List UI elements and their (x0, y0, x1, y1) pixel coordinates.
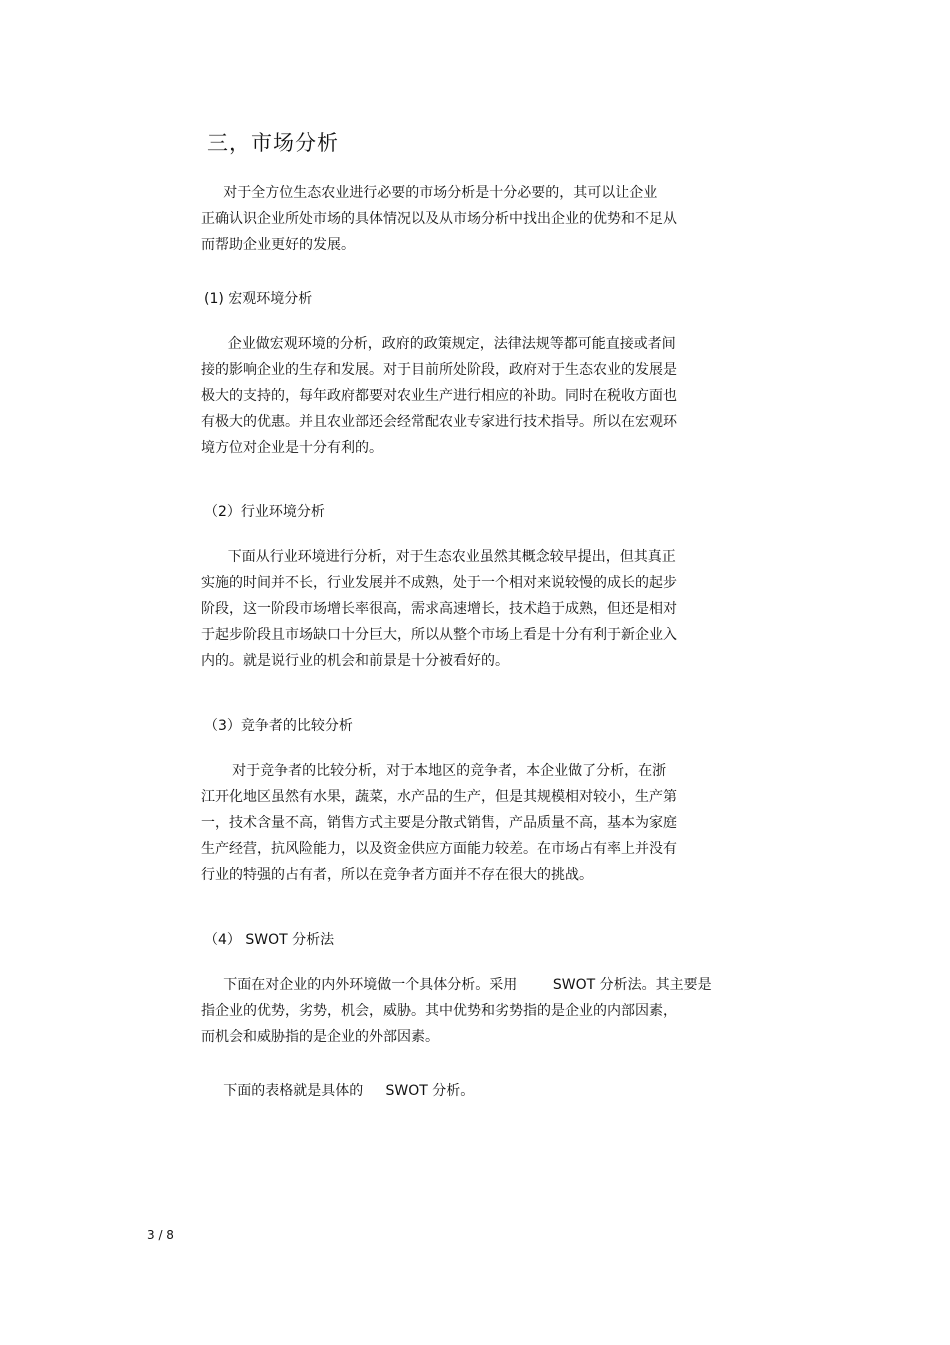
intro-paragraph (201, 180, 677, 258)
paragraph-line: 于起步阶段且市场缺口十分巨大，所以从整个市场上看是十分有利于新企业入 (201, 627, 677, 643)
competitor-analysis-paragraph (201, 758, 677, 888)
paragraph-line: 下面在对企业的内外环境做一个具体分析。采用 SWOT 分析法。其主要是 (201, 977, 712, 993)
paragraph-line: 下面从行业环境进行分析，对于生态农业虽然其概念较早提出，但其真正 (201, 549, 676, 565)
paragraph-line: 接的影响企业的生存和发展。对于目前所处阶段，政府对于生态农业的发展是 (201, 362, 677, 378)
industry-environment-paragraph (201, 544, 677, 674)
paragraph-line: 境方位对企业是十分有利的。 (201, 440, 383, 456)
paragraph-line: 内的。就是说行业的机会和前景是十分被看好的。 (201, 653, 509, 669)
paragraph-line: 而机会和威胁指的是企业的外部因素。 (201, 1029, 439, 1045)
paragraph-line: 企业做宏观环境的分析，政府的政策规定，法律法规等都可能直接或者间 (201, 336, 676, 352)
paragraph-line: 对于竞争者的比较分析，对于本地区的竞争者，本企业做了分析，在浙 (201, 763, 667, 779)
page-number: 3 / 8 (147, 1228, 174, 1242)
paragraph-line: 阶段，这一阶段市场增长率很高，需求高速增长，技术趋于成熟，但还是相对 (201, 601, 677, 617)
paragraph-line: 实施的时间并不长，行业发展并不成熟，处于一个相对来说较慢的成长的起步 (201, 575, 677, 591)
subsection-heading-swot: （4） SWOT 分析法 (204, 932, 335, 948)
subsection-heading-competitors: （3）竞争者的比较分析 (204, 718, 353, 734)
paragraph-line: 行业的特强的占有者，所以在竞争者方面并不存在很大的挑战。 (201, 867, 593, 883)
paragraph-line: 下面的表格就是具体的 SWOT 分析。 (201, 1083, 475, 1099)
paragraph-line: 生产经营，抗风险能力，以及资金供应方面能力较差。在市场占有率上并没有 (201, 841, 677, 857)
paragraph-line: 有极大的优惠。并且农业部还会经常配农业专家进行技术指导。所以在宏观环 (201, 414, 677, 430)
section-title: 三，市场分析 (207, 131, 339, 155)
paragraph-line: 对于全方位生态农业进行必要的市场分析是十分必要的，其可以让企业 (201, 185, 658, 201)
paragraph-line: 指企业的优势，劣势，机会，威胁。其中优势和劣势指的是企业的内部因素， (201, 1003, 677, 1019)
closing-paragraph (201, 1078, 474, 1104)
macro-environment-paragraph (201, 331, 677, 461)
paragraph-line: 江开化地区虽然有水果，蔬菜，水产品的生产，但是其规模相对较小，生产第 (201, 789, 677, 805)
paragraph-line: 一，技术含量不高，销售方式主要是分散式销售，产品质量不高，基本为家庭 (201, 815, 677, 831)
subsection-heading-macro: (1) 宏观环境分析 (204, 291, 313, 307)
paragraph-line: 而帮助企业更好的发展。 (201, 237, 355, 253)
subsection-heading-industry: （2）行业环境分析 (204, 504, 325, 520)
paragraph-line: 正确认识企业所处市场的具体情况以及从市场分析中找出企业的优势和不足从 (201, 211, 677, 227)
swot-paragraph (201, 972, 712, 1050)
paragraph-line: 极大的支持的，每年政府都要对农业生产进行相应的补助。同时在税收方面也 (201, 388, 677, 404)
